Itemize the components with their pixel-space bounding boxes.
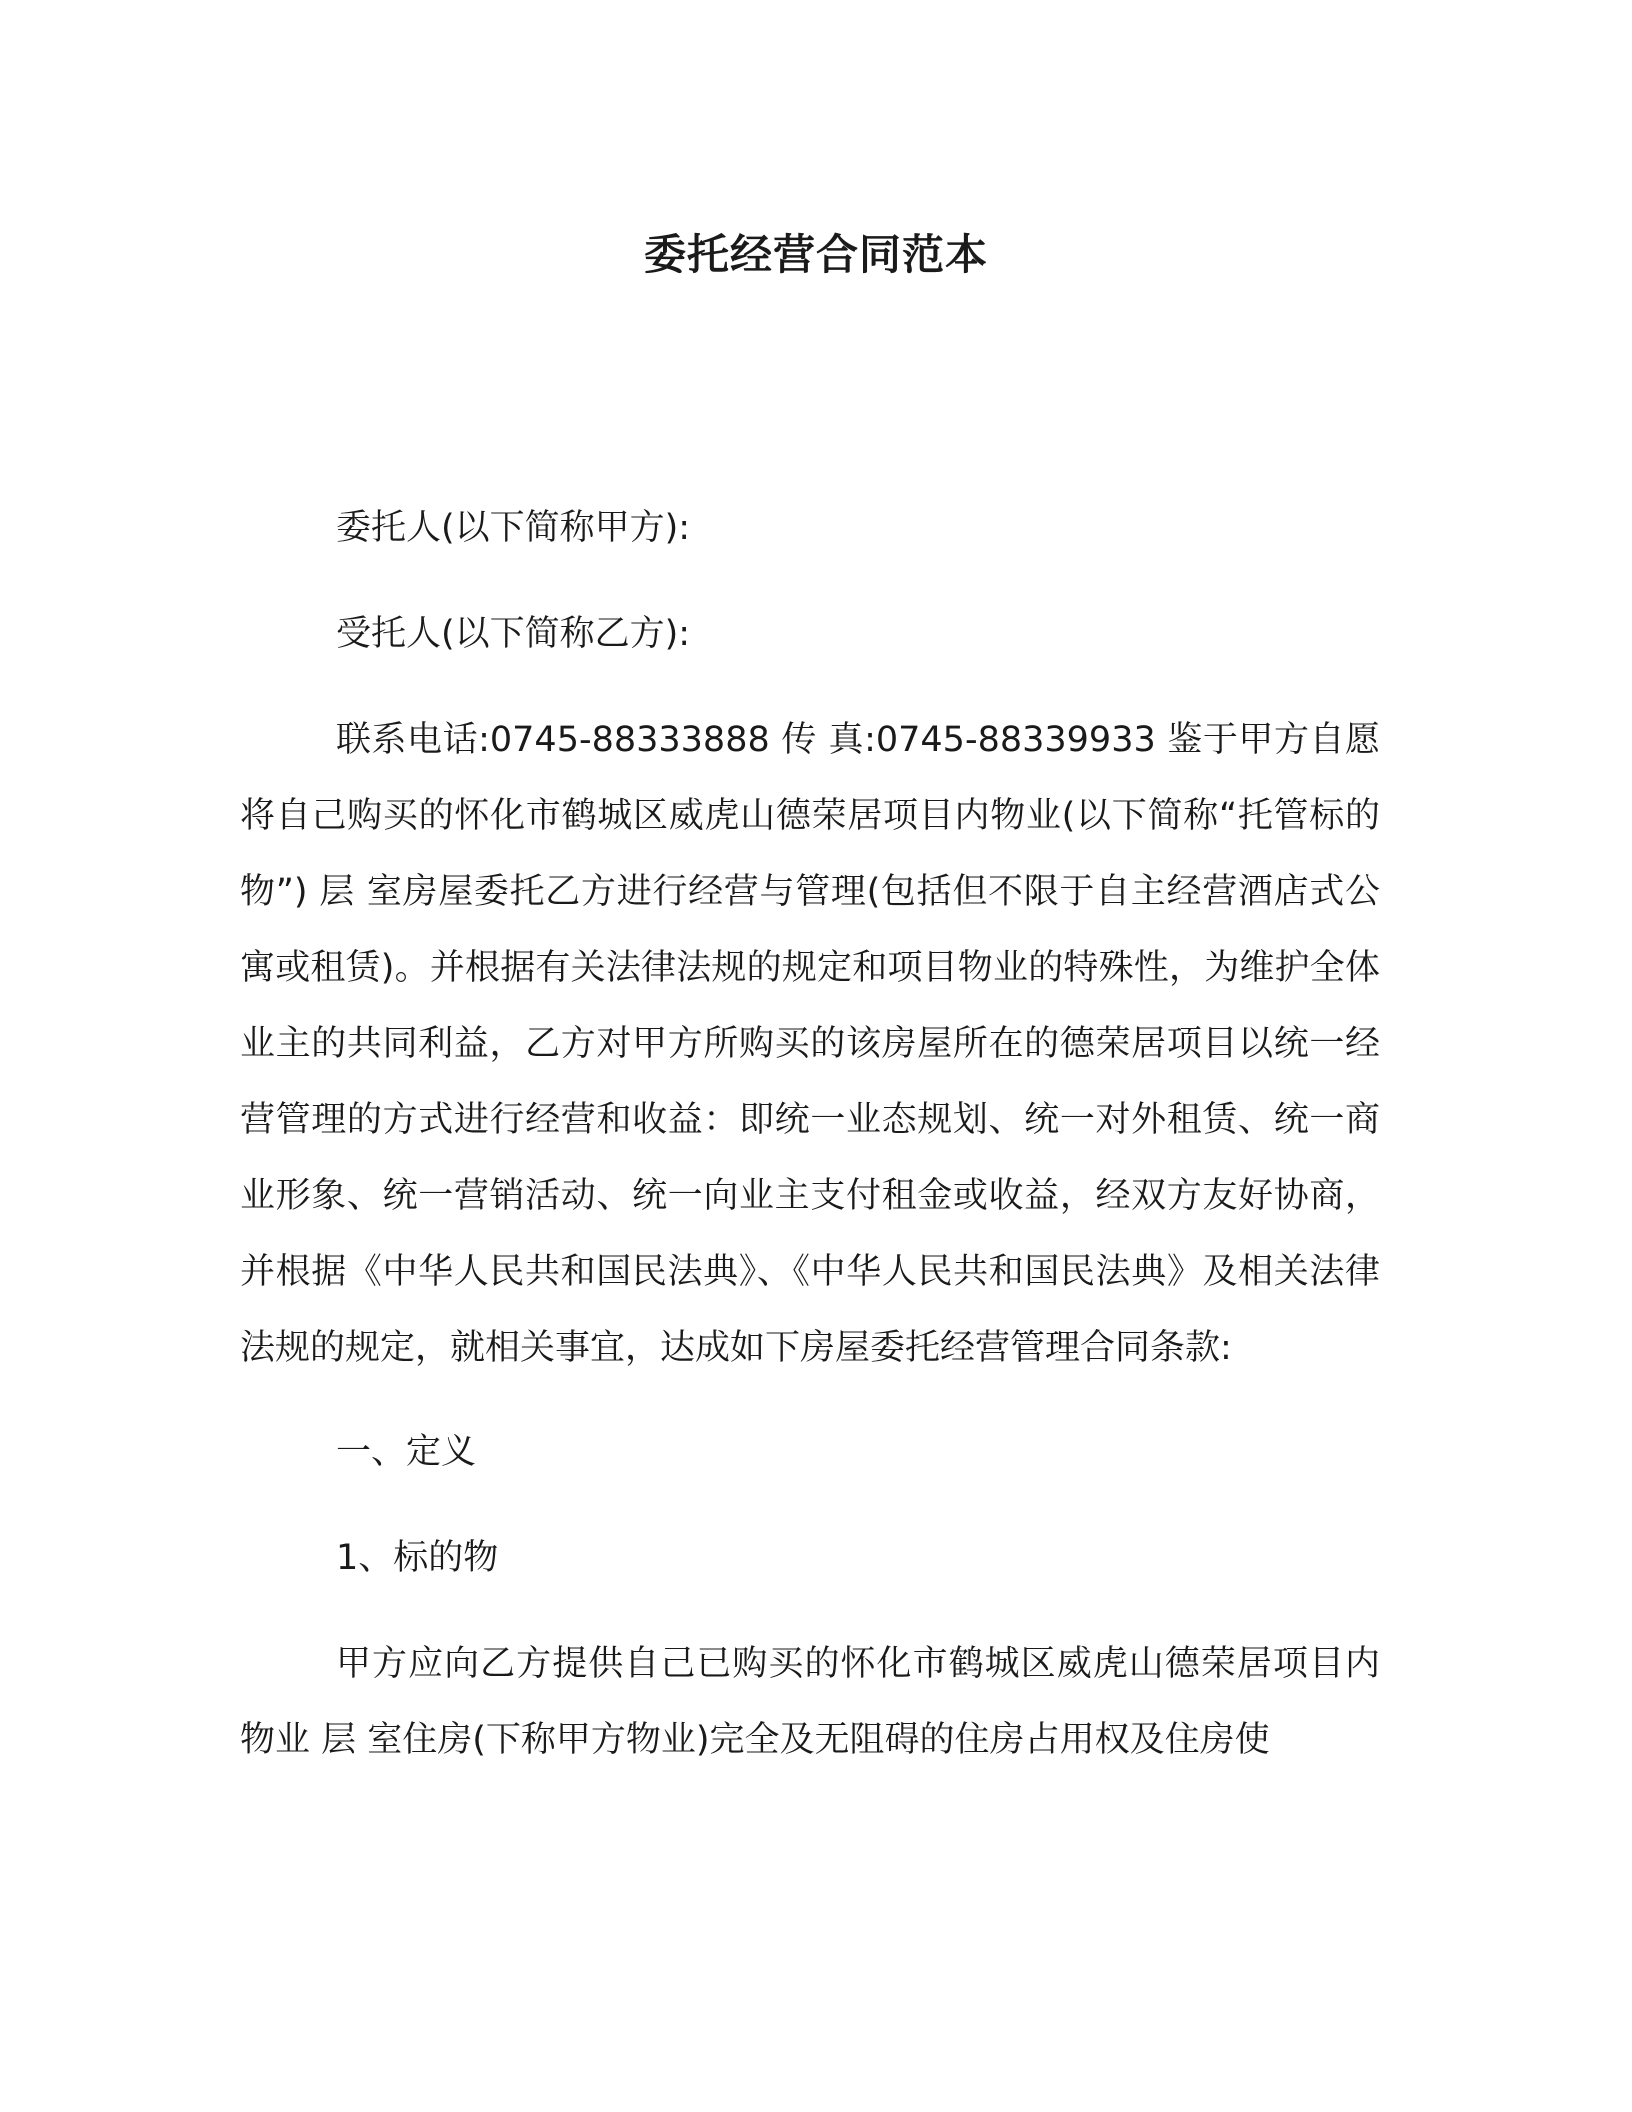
preamble-paragraph: 联系电话:0745-88333888 传 真:0745-88339933 鉴于甲方自愿将自己购买的怀化市鹤城区威虎山德荣居项目内物业(以下简称“托管标的物”) 层 室房屋委托乙方进行经营与管理(包括但不限于自主经营酒店式公寓或租赁)。并根据有关法律法规的规定和项目物业的特殊性，为维护全体业主的共同利益，乙方对甲方所购买的该房屋所在的德荣居项目以统一经营管理的方式进行经营和收益：即统一业态规划、统一对外租赁、统一商业形象、统一营销活动、统一向业主支付租金或收益，经双方友好协商，并根据《中华人民共和国民法典》、《中华人民共和国民法典》及相关法律法规的规定，就相关事宜，达成如下房屋委托经营管理合同条款:	[240, 720, 1380, 1368]
trustee-line: 受托人(以下简称乙方):	[336, 614, 691, 654]
principal-line: 委托人(以下简称甲方):	[336, 508, 691, 548]
section-heading-definitions: 一、定义	[336, 1432, 477, 1472]
subsection-heading-subject: 1、标的物	[336, 1538, 499, 1578]
document-title: 委托经营合同范本	[643, 230, 988, 279]
subject-paragraph: 甲方应向乙方提供自己已购买的怀化市鹤城区威虎山德荣居项目内物业 层 室住房(下称甲方物业)完全及无阻碍的住房占用权及住房使	[240, 1644, 1380, 1760]
document-body	[240, 490, 1380, 1778]
